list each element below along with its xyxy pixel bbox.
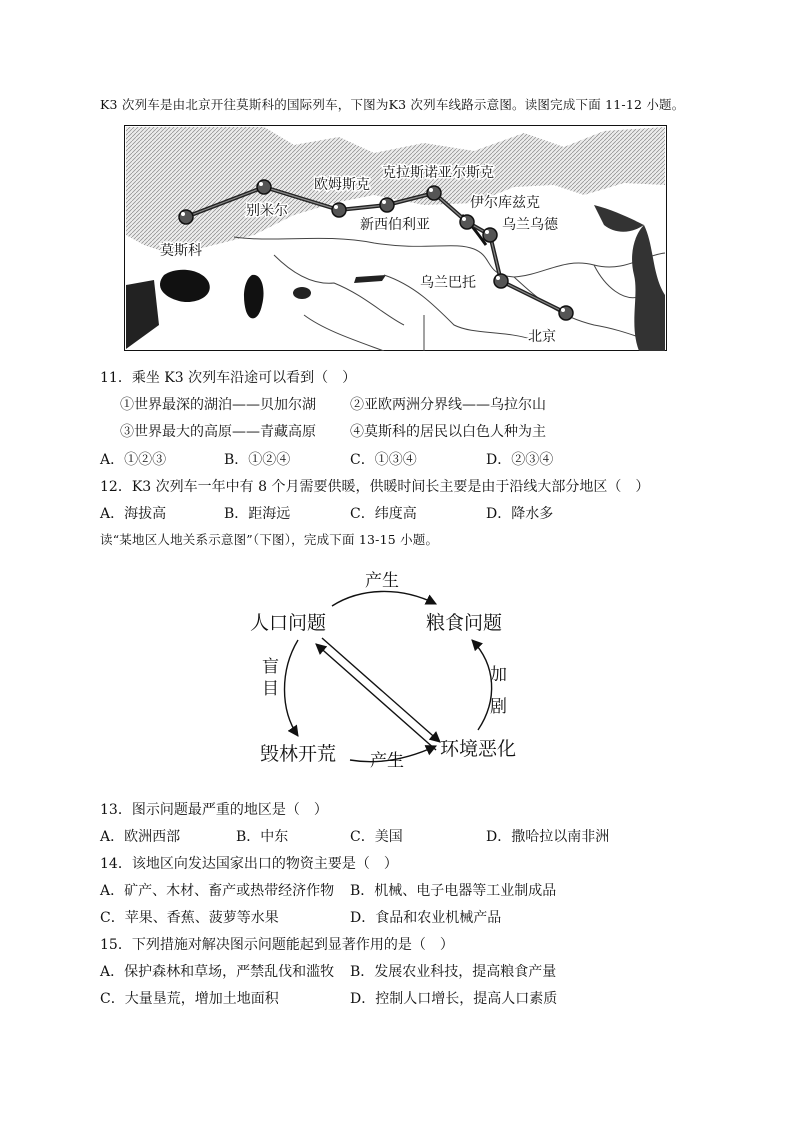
question-14-stem: 14．该地区向发达国家出口的物资主要是（ ）	[100, 856, 398, 872]
edge-label-blind-1: 盲	[262, 657, 279, 677]
edge-label-produce-bottom: 产生	[370, 751, 404, 771]
station-novosibirsk-marker	[380, 198, 394, 212]
station-moscow-marker	[179, 210, 193, 224]
q11-option-d[interactable]: D．②③④	[486, 452, 554, 468]
question-12-stem: 12．K3 次列车一年中有 8 个月需要供暖，供暖时间长主要是由于沿线大部分地区（ ）	[100, 479, 650, 495]
q11-statement-1: ①世界最深的湖泊——贝加尔湖	[120, 397, 316, 413]
q14-option-d[interactable]: D．食品和农业机械产品	[350, 910, 502, 926]
node-environment-degradation: 环境恶化	[440, 738, 517, 760]
q12-option-b[interactable]: B．距海远	[224, 506, 291, 522]
edge-label-produce-top: 产生	[365, 571, 399, 591]
node-population-problem: 人口问题	[250, 612, 327, 634]
q12-option-c[interactable]: C．纬度高	[350, 506, 417, 522]
label-perm: 别米尔	[246, 203, 288, 219]
station-krasnoyarsk-marker	[427, 186, 441, 200]
q15-option-b[interactable]: B．发展农业科技，提高粮食产量	[350, 964, 557, 980]
edge-label-worsen-2: 剧	[490, 697, 507, 717]
q11-option-a[interactable]: A．①②③	[100, 452, 167, 468]
q14-option-a[interactable]: A．矿产、木材、畜产或热带经济作物	[100, 883, 335, 899]
intro-text-13-15: 读“某地区人地关系示意图”（下图），完成下面 13-15 小题。	[100, 532, 439, 547]
edge-label-blind-2: 目	[262, 679, 279, 699]
arrow-population-to-food	[332, 591, 436, 606]
station-ulaanbaatar-marker	[494, 274, 508, 288]
arrow-population-to-environment	[322, 638, 440, 742]
aral-sea	[293, 287, 311, 299]
q14-option-c[interactable]: C．苹果、香蕉、菠萝等水果	[100, 910, 279, 926]
arrow-environment-to-population	[316, 644, 436, 750]
question-11-stem: 11．乘坐 K3 次列车沿途可以看到（ ）	[100, 370, 357, 386]
label-ulaanbaatar: 乌兰巴托	[420, 275, 476, 291]
label-krasnoyarsk: 克拉斯诺亚尔斯克	[382, 165, 494, 181]
station-irkutsk-marker	[460, 215, 474, 229]
label-beijing: 北京	[528, 329, 556, 345]
node-deforestation: 毁林开荒	[260, 743, 337, 765]
q14-option-b[interactable]: B．机械、电子电器等工业制成品	[350, 883, 557, 899]
label-novosibirsk: 新西伯利亚	[360, 217, 430, 233]
edge-label-worsen-1: 加	[490, 665, 507, 685]
k3-route-map	[124, 125, 667, 351]
q15-option-a[interactable]: A．保护森林和草场，严禁乱伐和滥牧	[100, 964, 335, 980]
q15-option-d[interactable]: D．控制人口增长，提高人口素质	[350, 991, 558, 1007]
q11-statement-3: ③世界最大的高原——青藏高原	[120, 424, 316, 440]
label-ulanude: 乌兰乌德	[502, 217, 558, 233]
node-food-problem: 粮食问题	[426, 612, 503, 634]
q12-option-d[interactable]: D．降水多	[486, 506, 554, 522]
question-13-stem: 13．图示问题最严重的地区是（ ）	[100, 802, 328, 818]
question-15-stem: 15．下列措施对解决图示问题能起到显著作用的是（ ）	[100, 937, 454, 953]
arrow-environment-to-food	[472, 640, 492, 730]
q13-option-b[interactable]: B．中东	[236, 829, 289, 845]
station-beijing-marker	[559, 306, 573, 320]
q11-option-c[interactable]: C．①③④	[350, 452, 417, 468]
q15-option-c[interactable]: C．大量垦荒，增加土地面积	[100, 991, 279, 1007]
q12-option-a[interactable]: A．海拔高	[100, 506, 167, 522]
station-ulanude-marker	[483, 228, 497, 242]
arrow-population-to-deforest	[285, 640, 299, 736]
label-moscow: 莫斯科	[160, 243, 202, 259]
station-perm-marker	[257, 180, 271, 194]
q11-statement-2: ②亚欧两洲分界线——乌拉尔山	[350, 397, 546, 413]
q11-option-b[interactable]: B．①②④	[224, 452, 291, 468]
station-omsk-marker	[332, 203, 346, 217]
intro-text-11-12: K3 次列车是由北京开往莫斯科的国际列车，下图为K3 次列车线路示意图。读图完成下面 11-12 小题。	[100, 97, 685, 112]
q13-option-c[interactable]: C．美国	[350, 829, 403, 845]
label-omsk: 欧姆斯克	[314, 177, 370, 193]
q13-option-d[interactable]: D．撒哈拉以南非洲	[486, 829, 610, 845]
human-land-relation-diagram	[240, 560, 540, 780]
label-irkutsk: 伊尔库兹克	[470, 195, 540, 211]
q11-statement-4: ④莫斯科的居民以白色人种为主	[350, 424, 546, 440]
q13-option-a[interactable]: A．欧洲西部	[100, 829, 181, 845]
